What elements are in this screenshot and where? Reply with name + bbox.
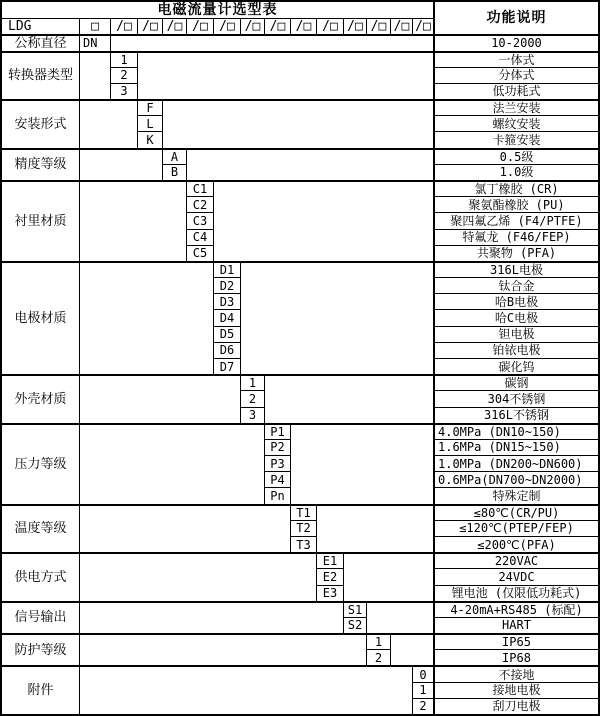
value-cell: HART <box>433 617 598 633</box>
model-slot-cell: /□ <box>240 18 264 34</box>
value-cell: 钽电极 <box>433 326 598 342</box>
code-cell: 2 <box>412 698 433 714</box>
value-cell: 1.0MPa (DN200~DN600) <box>433 455 598 471</box>
empty-cell <box>137 51 433 100</box>
value-cell: 聚氨酯橡胶 (PU) <box>433 196 598 212</box>
value-cell: 碳化钨 <box>433 358 598 374</box>
value-cell: 4-20mA+RS485 (标配) <box>433 601 598 617</box>
code-cell: T1 <box>290 504 316 520</box>
code-cell: 2 <box>240 390 264 406</box>
value-cell: IP65 <box>433 633 598 649</box>
value-cell: 碳钢 <box>433 374 598 390</box>
model-slot-cell: /□ <box>110 18 137 34</box>
value-cell: ≤80℃(CR/PU) <box>433 504 598 520</box>
model-slot-cell: /□ <box>366 18 390 34</box>
code-cell: E2 <box>316 568 343 584</box>
code-cell: D7 <box>213 358 240 374</box>
empty-cell <box>79 148 162 180</box>
value-cell: IP68 <box>433 649 598 665</box>
code-cell: 2 <box>366 649 390 665</box>
table-title: 电磁流量计选型表 <box>157 2 278 19</box>
code-cell: C1 <box>186 180 213 196</box>
value-cell: 特氟龙 (F46/FEP) <box>433 229 598 245</box>
code-cell: P4 <box>264 471 290 487</box>
value-cell: 0.5级 <box>433 148 598 164</box>
category-label: 外壳材质 <box>2 374 79 423</box>
empty-cell <box>79 601 343 633</box>
model-slot-cell: /□ <box>137 18 162 34</box>
code-cell: D3 <box>213 293 240 309</box>
code-cell: K <box>137 131 162 147</box>
value-cell: 0.6MPa(DN700~DN2000) <box>433 471 598 487</box>
category-label: 精度等级 <box>2 148 79 180</box>
value-cell: 316L不锈钢 <box>433 407 598 423</box>
code-cell: 1 <box>110 51 137 67</box>
value-cell: 哈C电极 <box>433 309 598 325</box>
code-cell: T2 <box>290 520 316 536</box>
value-cell-diameter: 10-2000 <box>433 34 598 50</box>
code-cell: 0 <box>412 665 433 681</box>
value-cell: 304不锈钢 <box>433 390 598 406</box>
model-slot-cell: /□ <box>162 18 186 34</box>
value-cell: 钛合金 <box>433 277 598 293</box>
code-cell: 3 <box>110 83 137 99</box>
empty-cell <box>240 261 433 374</box>
empty-cell <box>264 374 433 423</box>
code-cell: T3 <box>290 536 316 552</box>
value-cell: 共聚物 (PFA) <box>433 245 598 261</box>
value-cell: 一体式 <box>433 51 598 67</box>
value-cell: 220VAC <box>433 552 598 568</box>
empty-cell <box>79 374 240 423</box>
category-label-diameter: 公称直径 <box>2 34 79 50</box>
code-cell: 1 <box>412 682 433 698</box>
category-label: 供电方式 <box>2 552 79 601</box>
empty-cell <box>79 99 137 148</box>
model-slot-cell: /□ <box>390 18 412 34</box>
code-cell: P3 <box>264 455 290 471</box>
value-cell: ≤120℃(PTEP/FEP) <box>433 520 598 536</box>
model-slot-cell: /□ <box>412 18 433 34</box>
code-cell: D4 <box>213 309 240 325</box>
empty-cell <box>79 665 412 714</box>
value-cell: 螺纹安装 <box>433 115 598 131</box>
code-cell: P2 <box>264 439 290 455</box>
value-cell: 1.0级 <box>433 164 598 180</box>
category-label: 安装形式 <box>2 99 79 148</box>
code-cell: C5 <box>186 245 213 261</box>
code-cell: S2 <box>343 617 366 633</box>
code-cell-dn: DN <box>79 34 110 50</box>
model-prefix-label: LDG <box>2 18 79 34</box>
value-cell: ≤200℃(PFA) <box>433 536 598 552</box>
value-cell: 1.6MPa (DN15~150) <box>433 439 598 455</box>
category-label: 信号输出 <box>2 601 79 633</box>
empty-cell <box>316 504 433 553</box>
code-cell: C3 <box>186 212 213 228</box>
value-cell: 聚四氟乙烯 (F4/PTFE) <box>433 212 598 228</box>
code-cell: 1 <box>366 633 390 649</box>
value-cell: 卡箍安装 <box>433 131 598 147</box>
empty-cell <box>79 552 316 601</box>
empty-cell <box>79 180 186 261</box>
function-column-header: 功能说明 <box>433 2 598 34</box>
code-cell: D5 <box>213 326 240 342</box>
value-cell: 哈B电极 <box>433 293 598 309</box>
code-cell: B <box>162 164 186 180</box>
model-slot-cell: /□ <box>290 18 316 34</box>
empty-cell <box>343 552 433 601</box>
code-cell: 2 <box>110 67 137 83</box>
code-cell: 3 <box>240 407 264 423</box>
value-cell: 法兰安装 <box>433 99 598 115</box>
empty-cell <box>79 51 110 100</box>
category-label: 温度等级 <box>2 504 79 553</box>
value-cell: 锂电池 (仅限低功耗式) <box>433 585 598 601</box>
category-label: 电极材质 <box>2 261 79 374</box>
code-cell: 1 <box>240 374 264 390</box>
empty-cell <box>290 423 433 504</box>
category-label: 压力等级 <box>2 423 79 504</box>
code-cell: C4 <box>186 229 213 245</box>
model-checkbox-cell: □ <box>79 18 110 34</box>
model-slot-cell: /□ <box>343 18 366 34</box>
code-cell: A <box>162 148 186 164</box>
code-cell: C2 <box>186 196 213 212</box>
value-cell: 低功耗式 <box>433 83 598 99</box>
empty-cell <box>79 261 213 374</box>
code-cell: E1 <box>316 552 343 568</box>
value-cell: 氯丁橡胶 (CR) <box>433 180 598 196</box>
value-cell: 4.0MPa (DN10~150) <box>433 423 598 439</box>
model-slot-cell: /□ <box>186 18 213 34</box>
empty-cell <box>366 601 433 633</box>
value-cell: 接地电极 <box>433 682 598 698</box>
empty-cell <box>390 633 433 665</box>
empty-cell <box>79 633 366 665</box>
model-slot-cell: /□ <box>213 18 240 34</box>
code-cell: P1 <box>264 423 290 439</box>
model-slot-cell: /□ <box>264 18 290 34</box>
code-cell: D6 <box>213 342 240 358</box>
value-cell: 特殊定制 <box>433 487 598 503</box>
category-label: 防护等级 <box>2 633 79 665</box>
empty-cell <box>79 423 264 504</box>
value-cell: 不接地 <box>433 665 598 681</box>
category-label: 附件 <box>2 665 79 714</box>
code-cell: Pn <box>264 487 290 503</box>
value-cell: 24VDC <box>433 568 598 584</box>
empty-cell <box>186 148 433 180</box>
code-cell: S1 <box>343 601 366 617</box>
code-cell: D2 <box>213 277 240 293</box>
model-slot-cell: /□ <box>316 18 343 34</box>
code-cell: E3 <box>316 585 343 601</box>
code-cell: L <box>137 115 162 131</box>
empty-cell <box>110 34 433 50</box>
code-cell: D1 <box>213 261 240 277</box>
code-cell: F <box>137 99 162 115</box>
empty-cell <box>79 504 290 553</box>
category-label: 衬里材质 <box>2 180 79 261</box>
value-cell: 铂铱电极 <box>433 342 598 358</box>
value-cell: 刮刀电极 <box>433 698 598 714</box>
value-cell: 分体式 <box>433 67 598 83</box>
empty-cell <box>162 99 433 148</box>
empty-cell <box>213 180 433 261</box>
value-cell: 316L电极 <box>433 261 598 277</box>
category-label: 转换器类型 <box>2 51 79 100</box>
